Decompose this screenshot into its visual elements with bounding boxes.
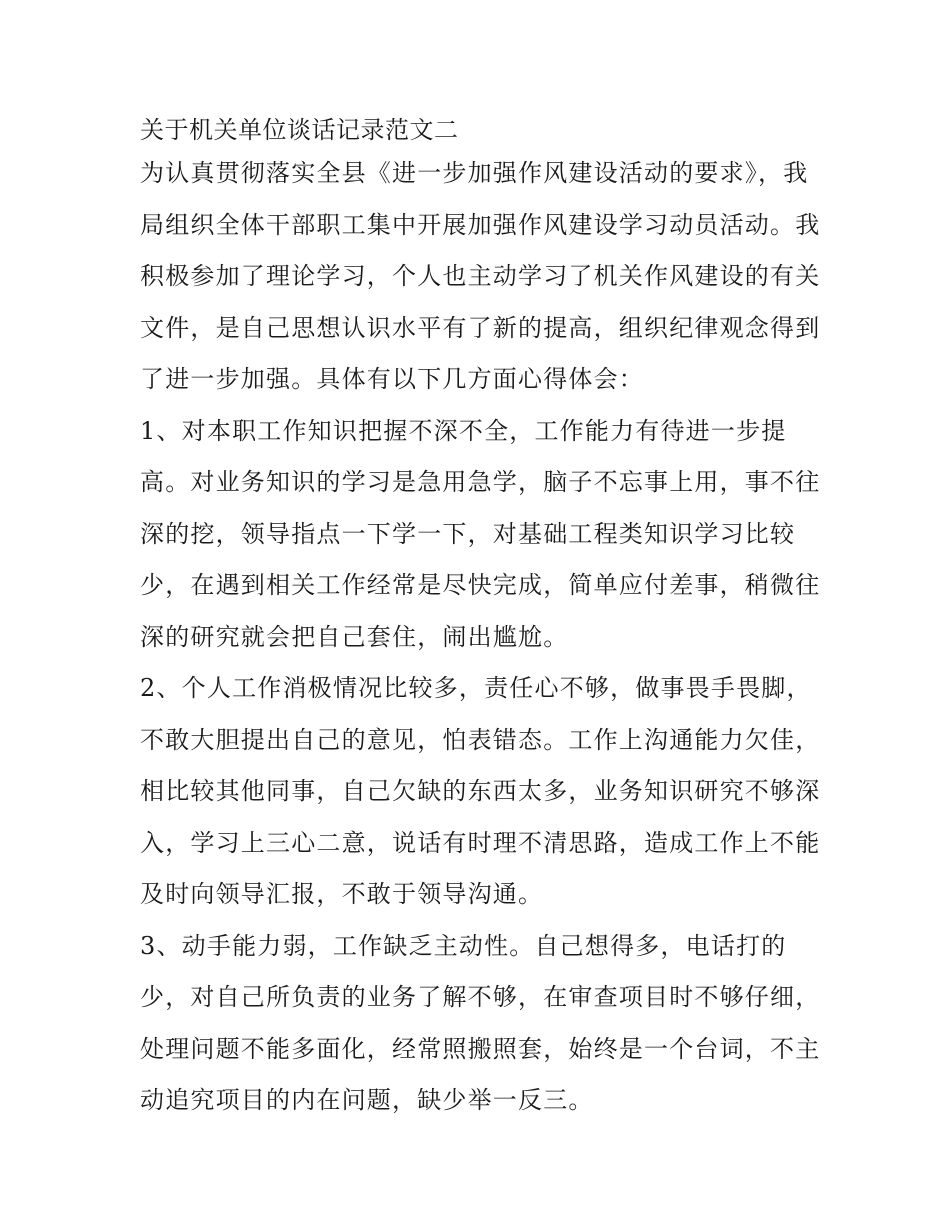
text-line: 2、个人工作消极情况比较多，责任心不够，做事畏手畏脚，	[140, 674, 812, 702]
text-line: 深的研究就会把自己套住，闹出尴尬。	[140, 622, 569, 651]
text-line: 深的挖，领导指点一下学一下，对基础工程类知识学习比较	[140, 519, 796, 548]
text-line: 3、动手能力弱，工作缺乏主动性。自己想得多，电话打的	[140, 931, 787, 960]
text-line: 相比较其他同事，自己欠缺的东西太多，业务知识研究不够深	[140, 777, 821, 805]
text-line: 不敢大胆提出自己的意见，怕表错态。工作上沟通能力欠佳，	[140, 725, 821, 754]
text-line: 1、对本职工作知识把握不深不全，工作能力有待进一步提	[140, 416, 787, 445]
text-line: 高。对业务知识的学习是急用急学，脑子不忘事上用，事不往	[140, 468, 821, 496]
document-title: 关于机关单位谈话记录范文二	[140, 116, 459, 144]
text-line: 处理问题不能多面化，经常照搬照套，始终是一个台词，不主	[140, 1034, 821, 1063]
text-line: 入，学习上三心二意，说话有时理不清思路，造成工作上不能	[140, 828, 821, 857]
text-line: 了进一步加强。具体有以下几方面心得体会：	[140, 365, 644, 393]
text-line: 及时向领导汇报，不敢于领导沟通。	[140, 880, 544, 908]
text-line: 少，对自己所负责的业务了解不够，在审查项目时不够仔细，	[140, 983, 821, 1011]
document-body	[140, 112, 820, 1127]
text-line: 积极参加了理论学习，个人也主动学习了机关作风建设的有关	[140, 262, 821, 290]
text-line: 动追究项目的内在问题，缺少举一反三。	[140, 1086, 594, 1114]
text-line: 文件，是自己思想认识水平有了新的提高，组织纪律观念得到	[140, 313, 821, 342]
text-line: 为认真贯彻落实全县《进一步加强作风建设活动的要求》，我	[140, 159, 809, 187]
text-line: 少，在遇到相关工作经常是尽快完成，简单应付差事，稍微往	[140, 571, 821, 599]
text-line: 局组织全体干部职工集中开展加强作风建设学习动员活动。我	[140, 210, 821, 239]
